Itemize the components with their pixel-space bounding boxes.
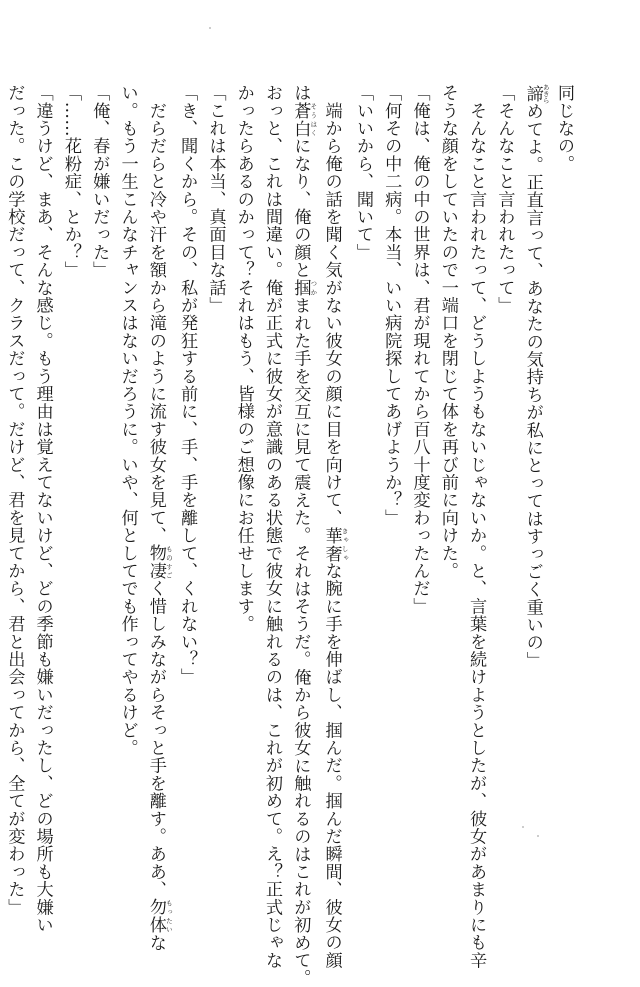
text-run: だった。この学校だって、クラスだって。だけど、君を見てから、君と出会ってから、全てが変わった」 bbox=[4, 84, 24, 916]
text-run: 「そんなこと言われたって」 bbox=[494, 84, 514, 314]
text-run: 「俺は、俺の中の世界は、君が現れてから百八十度変わったんだ」 bbox=[410, 84, 430, 615]
text-line bbox=[113, 84, 141, 856]
text-run: そんなこと言われたって、どうしようもないじゃないか。と、言葉を続けようとしたが、彼女があまりにも辛 bbox=[466, 84, 486, 969]
vertical-text-block bbox=[0, 84, 578, 856]
text-line bbox=[550, 84, 578, 856]
furigana-reading: もったい bbox=[165, 898, 173, 933]
text-line bbox=[490, 84, 518, 856]
text-line bbox=[229, 84, 257, 856]
text-run: な bbox=[146, 934, 166, 952]
furigana-word bbox=[290, 279, 310, 297]
furigana-word bbox=[523, 84, 543, 103]
text-run: 「何その中二病。本当、いい病院探してあげようか？」 bbox=[381, 84, 401, 527]
ruby-base: 勿体 bbox=[146, 898, 166, 933]
scan-speck bbox=[209, 27, 211, 29]
furigana-reading: そうはく bbox=[309, 102, 317, 137]
text-line bbox=[28, 84, 56, 856]
text-line bbox=[0, 84, 28, 856]
text-run: 「俺、春が嫌いだった」 bbox=[89, 84, 109, 279]
text-line bbox=[85, 84, 113, 856]
text-line bbox=[317, 84, 348, 856]
text-run: かったらあるのかって？それはもう、皆様のご想像にお任せします。 bbox=[234, 84, 254, 633]
text-run: く惜しみながらそっと手を離す。ああ、 bbox=[146, 580, 166, 899]
furigana-reading: あきら bbox=[542, 84, 550, 104]
text-line bbox=[286, 84, 317, 856]
text-line bbox=[201, 84, 229, 856]
text-run: 「違うけど、まあ、そんな感じ。もう理由は覚えてないけど、どの季節も嫌いだったし、どの場所も大嫌い bbox=[33, 84, 53, 934]
scan-speck bbox=[522, 826, 524, 828]
text-line bbox=[518, 84, 549, 856]
text-run: 「いいから、聞いて」 bbox=[353, 84, 373, 261]
text-line bbox=[142, 84, 173, 856]
furigana-word bbox=[290, 102, 310, 137]
furigana-word bbox=[146, 898, 166, 933]
text-run: い。もう一生こんなチャンスはないだろうに。いや、何としてでも作ってやるけど。 bbox=[118, 84, 138, 757]
text-line bbox=[173, 84, 201, 856]
ruby-base: 蒼白 bbox=[290, 102, 310, 137]
furigana-reading: きゃしゃ bbox=[341, 527, 349, 562]
text-run: 端から俺の話を聞く気がない彼女の顔に目を向けて、 bbox=[322, 84, 342, 527]
furigana-word bbox=[146, 544, 166, 579]
ruby-base: 諦 bbox=[523, 84, 543, 103]
furigana-word bbox=[322, 527, 342, 562]
text-run: 同じなの。 bbox=[554, 84, 574, 173]
text-run: まれた手を交互に見て震えた。それはそうだ。俺から彼女に触れるのはこれが初めて。 bbox=[290, 296, 310, 986]
text-line bbox=[405, 84, 433, 856]
text-line bbox=[377, 84, 405, 856]
text-run: 「……花粉症、とか？」 bbox=[61, 84, 81, 279]
text-run: 「き、聞くから。その、私が発狂する前に、手、手を離して、くれない？」 bbox=[177, 84, 197, 686]
text-run: そうな顔をしていたので一端口を閉じて体を再び前に向けた。 bbox=[438, 84, 458, 580]
furigana-reading: ものすご bbox=[165, 544, 173, 579]
text-line bbox=[349, 84, 377, 856]
text-line bbox=[462, 84, 490, 856]
text-run: めてよ。正直言って、あなたの気持ちが私にとってはすっごく重いの」 bbox=[523, 103, 543, 669]
text-run: は bbox=[290, 84, 310, 102]
scan-speck bbox=[537, 835, 539, 837]
text-run: 「これは本当、真面目な話」 bbox=[205, 84, 225, 314]
text-line bbox=[258, 84, 286, 856]
text-run: だらだらと冷や汗を額から滝のように流す彼女を見て、 bbox=[146, 84, 166, 544]
ruby-base: 華奢 bbox=[322, 527, 342, 562]
text-line bbox=[434, 84, 462, 856]
ruby-base: 物凄 bbox=[146, 544, 166, 579]
text-run: な腕に手を伸ばし、掴んだ。掴んだ瞬間、彼女の顔 bbox=[322, 562, 342, 969]
text-run: おっと、これは間違い。俺が正式に彼女が意識のある状態で彼女に触れるのは、これが初めて。え？正式じゃな bbox=[262, 84, 282, 969]
text-line bbox=[57, 84, 85, 856]
text-run: になり、俺の顔と bbox=[290, 137, 310, 279]
furigana-reading: つか bbox=[309, 279, 317, 297]
ruby-base: 掴 bbox=[290, 279, 310, 297]
